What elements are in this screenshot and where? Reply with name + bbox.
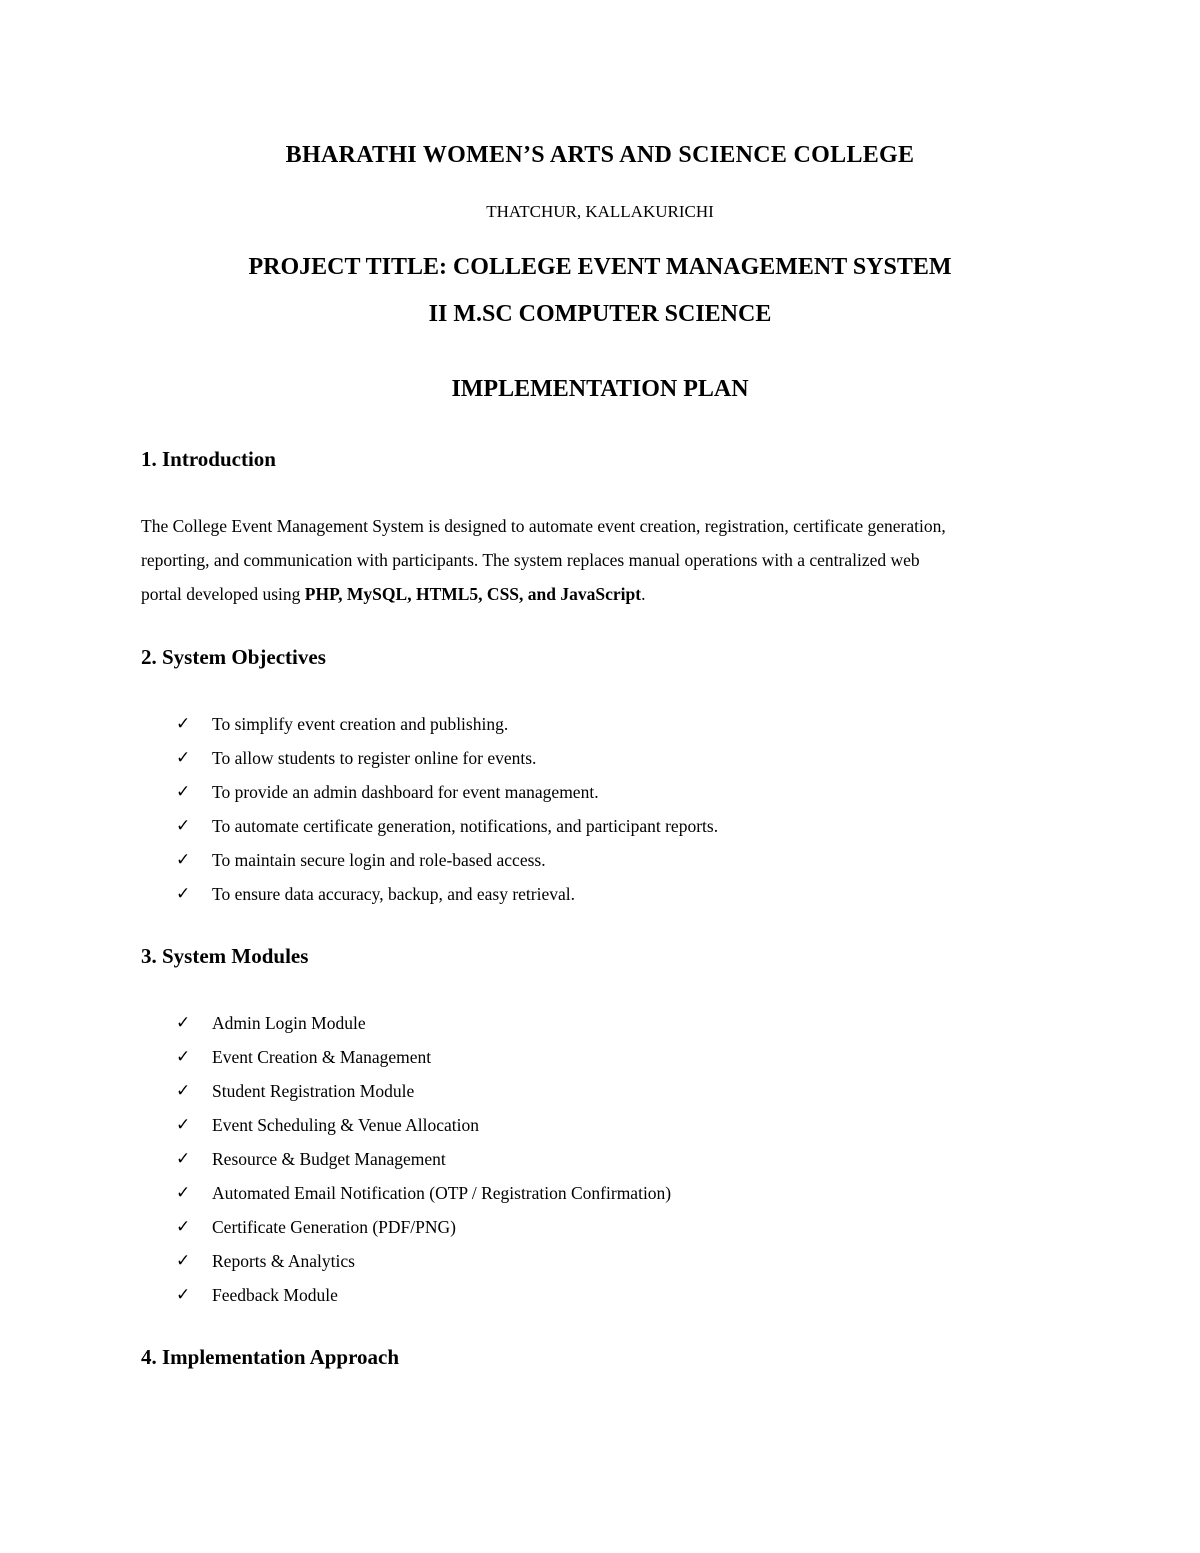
introduction-line-1: The College Event Management System is designed to automate event creation, registration, certificate generation, [141,516,946,536]
check-icon: ✓ [176,1183,191,1203]
section-heading-objectives: 2. System Objectives [141,645,326,669]
objective-text: To ensure data accuracy, backup, and easy retrieval. [212,884,576,904]
module-text: Feedback Module [212,1285,338,1305]
module-text: Resource & Budget Management [212,1149,446,1169]
module-text: Event Scheduling & Venue Allocation [212,1115,479,1135]
list-item [176,1210,671,1244]
objective-text: To allow students to register online for events. [212,748,537,768]
introduction-line-3-prefix: portal developed using [141,584,305,604]
document-title: IMPLEMENTATION PLAN [451,376,749,402]
college-location: THATCHUR, KALLAKURICHI [486,202,714,221]
check-icon: ✓ [176,884,191,904]
list-item [176,1108,671,1142]
objective-text: To maintain secure login and role-based access. [212,850,546,870]
module-text: Automated Email Notification (OTP / Registration Confirmation) [212,1183,672,1203]
list-item [176,809,718,843]
introduction-line-2: reporting, and communication with participants. The system replaces manual operations with a centralized web [141,550,920,570]
college-name: BHARATHI WOMEN’S ARTS AND SCIENCE COLLEGE [285,142,915,168]
check-icon: ✓ [176,850,191,870]
list-item [176,741,718,775]
list-item [176,775,718,809]
check-icon: ✓ [176,1217,191,1237]
check-icon: ✓ [176,748,191,768]
section-heading-introduction: 1. Introduction [141,447,276,471]
check-icon: ✓ [176,782,191,802]
check-icon: ✓ [176,1047,191,1067]
list-item [176,1244,671,1278]
module-text: Certificate Generation (PDF/PNG) [212,1217,456,1237]
list-item [176,707,718,741]
introduction-line-3-suffix: . [641,584,646,604]
introduction-paragraph [141,509,1071,611]
list-item [176,1278,671,1312]
section-heading-approach: 4. Implementation Approach [141,1345,400,1369]
list-item [176,1176,671,1210]
module-text: Student Registration Module [212,1081,415,1101]
section-heading-modules: 3. System Modules [141,944,309,968]
list-item [176,1006,671,1040]
module-text: Reports & Analytics [212,1251,355,1271]
check-icon: ✓ [176,1149,191,1169]
project-title: PROJECT TITLE: COLLEGE EVENT MANAGEMENT SYSTEM [248,254,952,280]
check-icon: ✓ [176,1251,191,1271]
objective-text: To automate certificate generation, notifications, and participant reports. [212,816,719,836]
list-item [176,1142,671,1176]
objective-text: To simplify event creation and publishing. [212,714,509,734]
check-icon: ✓ [176,1285,191,1305]
objectives-list [176,707,718,911]
list-item [176,1040,671,1074]
check-icon: ✓ [176,1115,191,1135]
module-text: Admin Login Module [212,1013,366,1033]
check-icon: ✓ [176,1081,191,1101]
check-icon: ✓ [176,1013,191,1033]
technology-list: PHP, MySQL, HTML5, CSS, and JavaScript [304,584,642,604]
list-item [176,1074,671,1108]
list-item [176,843,718,877]
list-item [176,877,718,911]
check-icon: ✓ [176,714,191,734]
modules-list [176,1006,671,1312]
objective-text: To provide an admin dashboard for event management. [212,782,599,802]
check-icon: ✓ [176,816,191,836]
module-text: Event Creation & Management [212,1047,432,1067]
course-name: II M.SC COMPUTER SCIENCE [428,301,772,327]
introduction-line-3 [141,577,1071,611]
